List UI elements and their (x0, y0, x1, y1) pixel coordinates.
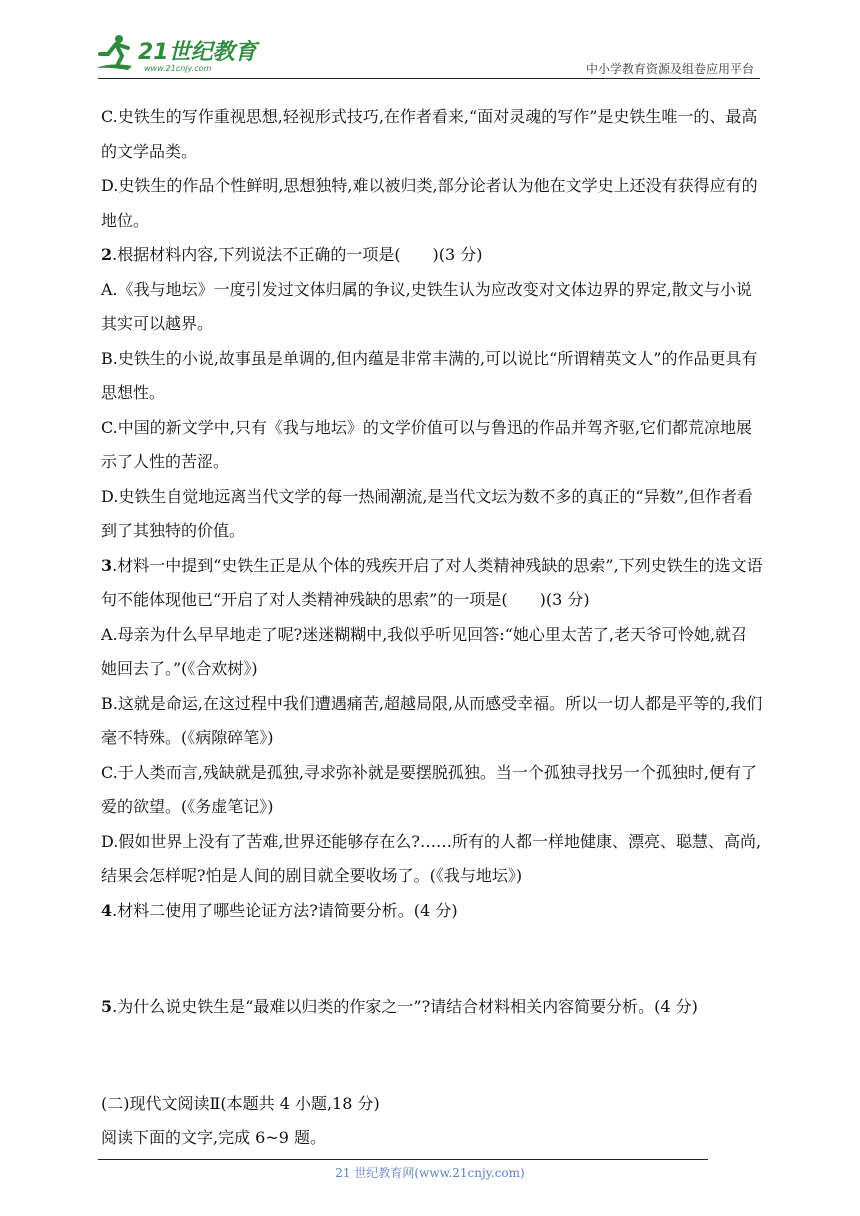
svg-text:www.21cnjy.com: www.21cnjy.com (144, 64, 212, 73)
answer-space (101, 1025, 763, 1087)
option-c-q1: C.史铁生的写作重视思想,轻视形式技巧,在作者看来,“面对灵魂的写作”是史铁生唯一的、最高的文学品类。 (101, 107, 758, 161)
platform-name: 中小学教育资源及组卷应用平台 (585, 62, 754, 76)
svg-text:21世纪教育: 21世纪教育 (138, 40, 257, 65)
q2-option-b: B.史铁生的小说,故事虽是单调的,但内蕴是非常丰满的,可以说比“所谓精英文人”的作品更具有思想性。 (101, 348, 758, 402)
question-number: 3 (101, 555, 113, 575)
question-5 (101, 990, 763, 1025)
question-number: 5 (101, 997, 113, 1016)
document-body (101, 100, 763, 1156)
question-3 (101, 549, 763, 618)
q2-option-a: A.《我与地坛》一度引发过文体归属的争议,史铁生认为应改变对文体边界的界定,散文与小说其实可以越界。 (101, 279, 752, 333)
question-stem: .根据材料内容,下列说法不正确的一项是( )(3 分) (112, 245, 483, 264)
page-footer: 21 世纪教育网(www.21cnjy.com) (335, 1166, 525, 1180)
page-header (0, 0, 860, 80)
q3-option-b: B.这就是命运,在这过程中我们遭遇痛苦,超越局限,从而感受幸福。所以一切人都是平等的,我们毫不特殊。(《病隙碎笔》) (101, 693, 763, 747)
question-2 (101, 238, 763, 273)
q3-option-d: D.假如世界上没有了苦难,世界还能够存在么?……所有的人都一样地健康、漂亮、聪慧、高尚,结果会怎样呢?怕是人间的剧目就全要收场了。(《我与地坛》) (101, 831, 762, 885)
q3-option-a: A.母亲为什么早早地走了呢?迷迷糊糊中,我似乎听见回答:“她心里太苦了,老天爷可怜她,就召她回去了。”(《合欢树》) (101, 624, 748, 678)
q2-option-c: C.中国的新文学中,只有《我与地坛》的文学价值可以与鲁迅的作品并驾齐驱,它们都荒凉地展示了人性的苦涩。 (101, 417, 752, 471)
question-stem: .材料二使用了哪些论证方法?请简要分析。(4 分) (112, 900, 458, 920)
question-4 (101, 894, 763, 929)
section-heading: (二)现代文阅读Ⅱ(本题共 4 小题,18 分) (101, 1093, 380, 1113)
question-number: 2 (101, 245, 113, 264)
header-rule (98, 78, 760, 79)
answer-space (101, 928, 763, 990)
option-d-q1: D.史铁生的作品个性鲜明,思想独特,难以被归类,部分论者认为他在文学史上还没有获得应有的地位。 (101, 176, 758, 230)
footer-rule (98, 1159, 708, 1160)
q3-option-c: C.于人类而言,残缺就是孤独,寻求弥补就是要摆脱孤独。当一个孤独寻找另一个孤独时,便有了爱的欲望。(《务虚笔记》) (101, 762, 758, 816)
brand-logo (92, 32, 262, 76)
question-stem: .为什么说史铁生是“最难以归类的作家之一”?请结合材料相关内容简要分析。(4 分) (112, 997, 698, 1016)
q2-option-d: D.史铁生自觉地远离当代文学的每一热闹潮流,是当代文坛为数不多的真正的“异数”,但作者看到了其独特的价值。 (101, 486, 753, 540)
question-number: 4 (101, 900, 113, 920)
reading-instruction: 阅读下面的文字,完成 6~9 题。 (101, 1128, 327, 1147)
question-stem: .材料一中提到“史铁生正是从个体的残疾开启了对人类精神残缺的思索”,下列史铁生的选文语句不能体现他已“开启了对人类精神残缺的思索”的一项是( )(3 分) (101, 555, 763, 609)
